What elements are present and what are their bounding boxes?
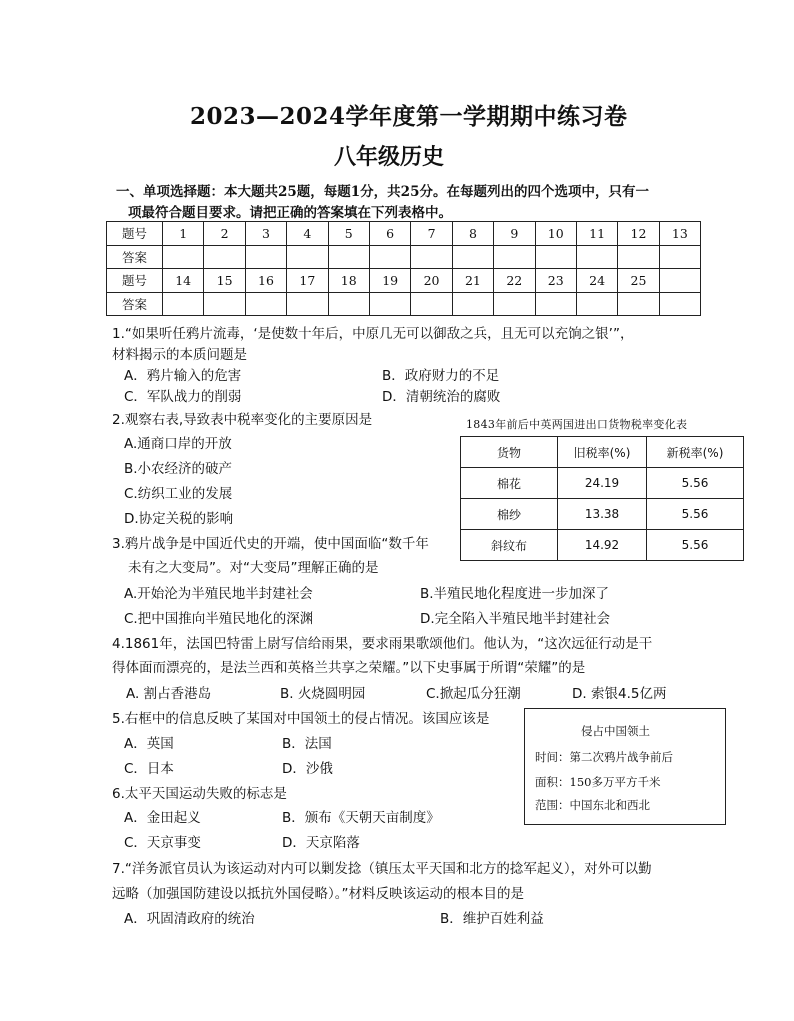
q7-option-a: A．巩固清政府的统治 [124,911,255,927]
question-number-cell: 13 [659,222,700,246]
answer-cell[interactable] [287,245,328,269]
question-number-cell: 2 [204,222,245,246]
tax-new-rate-cell: 5.56 [647,499,744,530]
question-number-cell: 18 [328,269,369,293]
tax-new-rate-cell: 5.56 [647,468,744,499]
q6-option-c: C．天京事变 [124,835,201,851]
q1-stem-line-2: 材料揭示的本质问题是 [112,347,247,363]
q4-stem-line-1: 4.1861年，法国巴特雷上尉写信给雨果，要求雨果歌颂他们。他认为，“这次远征行动是干 [112,636,653,652]
question-number-cell: 6 [369,222,410,246]
question-number-cell: 5 [328,222,369,246]
q7-option-b: B．维护百姓利益 [440,911,544,927]
q3-option-b: B.半殖民地化程度进一步加深了 [420,586,610,602]
answer-cell[interactable] [452,292,493,316]
answer-cell[interactable] [535,245,576,269]
q5-stem: 5.右框中的信息反映了某国对中国领土的侵占情况。该国应该是 [112,711,490,727]
answer-cell[interactable] [576,292,617,316]
question-number-cell: 24 [576,269,617,293]
answer-cell[interactable] [494,245,535,269]
tax-goods-cell: 棉纱 [461,499,558,530]
q1-option-c: C．军队战力的削弱 [124,389,242,405]
tax-table-row [461,499,744,530]
answer-cell[interactable] [369,245,410,269]
q6-stem: 6.太平天国运动失败的标志是 [112,786,287,802]
answer-cell[interactable] [328,292,369,316]
q7-stem-line-2: 远略（加强国防建设以抵抗外国侵略）。”材料反映该运动的根本目的是 [112,886,524,902]
answer-grid-number-row [107,222,701,246]
question-number-cell: 11 [576,222,617,246]
question-number-cell: 25 [618,269,659,293]
answer-cell[interactable] [163,245,204,269]
answer-label: 答案 [107,292,163,316]
tax-old-rate-cell: 14.92 [558,530,647,561]
q3-option-d: D.完全陷入半殖民地半封建社会 [420,611,611,627]
question-number-cell: 12 [618,222,659,246]
answer-cell[interactable] [328,245,369,269]
answer-label: 答案 [107,245,163,269]
info-box-area: 面积：150多万平方千米 [535,775,661,789]
question-number-cell: 23 [535,269,576,293]
tax-header-goods: 货物 [461,437,558,468]
tax-header-new-rate: 新税率(%) [647,437,744,468]
answer-cell[interactable] [245,292,286,316]
q2-option-d: D.协定关税的影响 [124,511,234,527]
q5-option-d: D．沙俄 [282,761,333,777]
q4-option-c: C.掀起瓜分狂潮 [426,686,521,702]
q5-option-c: C．日本 [124,761,174,777]
answer-cell[interactable] [369,292,410,316]
q4-stem-line-2: 得体面而漂亮的，是法兰西和英格兰共享之荣耀。”以下史事属于所谓“荣耀”的是 [112,660,586,676]
question-number-cell: 17 [287,269,328,293]
question-number-cell: 1 [163,222,204,246]
q1-option-b: B．政府财力的不足 [382,368,500,384]
answer-grid-answer-row [107,292,701,316]
q2-option-a: A.通商口岸的开放 [124,436,232,452]
answer-cell[interactable] [411,292,452,316]
q4-option-b: B. 火烧圆明园 [280,686,366,702]
q2-option-b: B.小农经济的破产 [124,461,233,477]
q6-option-a: A．金田起义 [124,810,201,826]
q4-option-a: A. 割占香港岛 [126,686,212,702]
question-number-cell: 19 [369,269,410,293]
info-box-title: 侵占中国领土 [581,724,650,738]
question-number-label: 题号 [107,269,163,293]
answer-cell[interactable] [411,245,452,269]
tax-goods-cell: 斜纹布 [461,530,558,561]
question-number-cell: 8 [452,222,493,246]
tax-old-rate-cell: 13.38 [558,499,647,530]
answer-cell[interactable] [245,245,286,269]
q3-stem-line-1: 3.鸦片战争是中国近代史的开端，使中国面临“数千年 [112,536,429,552]
q6-option-b: B．颁布《天朝天亩制度》 [282,810,440,826]
question-number-cell: 22 [494,269,535,293]
question-number-cell: 16 [245,269,286,293]
tax-goods-cell: 棉花 [461,468,558,499]
answer-cell[interactable] [287,292,328,316]
info-box-scope: 范围：中国东北和西北 [535,798,650,812]
answer-cell[interactable] [535,292,576,316]
q1-option-d: D．清朝统治的腐败 [382,389,501,405]
instructions-line-2: 项最符合题目要求。请把正确的答案填在下列表格中。 [128,205,452,221]
question-number-cell: 20 [411,269,452,293]
tax-table-row [461,530,744,561]
question-number-cell: 4 [287,222,328,246]
tax-old-rate-cell: 24.19 [558,468,647,499]
answer-cell[interactable] [659,245,700,269]
answer-cell[interactable] [163,292,204,316]
q3-stem-line-2: 未有之大变局”。对“大变局”理解正确的是 [128,560,379,576]
answer-cell[interactable] [452,245,493,269]
question-number-cell: 7 [411,222,452,246]
tax-table-row [461,468,744,499]
tax-header-old-rate: 旧税率(%) [558,437,647,468]
question-number-cell [659,269,700,293]
answer-cell[interactable] [576,245,617,269]
q1-stem-line-1: 1.“如果听任鸦片流毒，‘是使数十年后，中原几无可以御敌之兵，且无可以充饷之银’”， [112,326,634,342]
q7-stem-line-1: 7.“洋务派官员认为该运动对内可以剿发捻（镇压太平天国和北方的捻军起义），对外可以勤 [112,861,652,877]
exam-title: 2023—2024学年度第一学期期中练习卷 [190,103,628,130]
answer-cell[interactable] [204,245,245,269]
q2-stem: 2.观察右表,导致表中税率变化的主要原因是 [112,412,373,428]
territory-info-box [524,708,726,825]
answer-grid-number-row [107,269,701,293]
answer-grid [106,221,701,316]
question-number-label: 题号 [107,222,163,246]
instructions-line-1: 一、单项选择题：本大题共25题，每题1分，共25分。在每题列出的四个选项中，只有一 [116,184,649,200]
q3-option-a: A.开始沦为半殖民地半封建社会 [124,586,313,602]
answer-cell[interactable] [494,292,535,316]
q4-option-d: D. 索银4.5亿两 [572,686,667,702]
tax-rate-table [460,436,744,561]
info-box-time: 时间：第二次鸦片战争前后 [535,750,673,764]
question-number-cell: 9 [494,222,535,246]
question-number-cell: 15 [204,269,245,293]
exam-subtitle: 八年级历史 [334,144,445,170]
answer-cell[interactable] [204,292,245,316]
tax-new-rate-cell: 5.56 [647,530,744,561]
answer-cell[interactable] [618,292,659,316]
q5-option-a: A．英国 [124,736,174,752]
q6-option-d: D．天京陷落 [282,835,360,851]
tax-table-caption: 1843年前后中英两国进出口货物税率变化表 [466,418,688,431]
tax-table-header-row [461,437,744,468]
answer-cell[interactable] [659,292,700,316]
q5-option-b: B．法国 [282,736,332,752]
q1-option-a: A．鸦片输入的危害 [124,368,242,384]
question-number-cell: 21 [452,269,493,293]
q2-option-c: C.纺织工业的发展 [124,486,233,502]
answer-cell[interactable] [618,245,659,269]
answer-grid-answer-row [107,245,701,269]
question-number-cell: 14 [163,269,204,293]
question-number-cell: 3 [245,222,286,246]
question-number-cell: 10 [535,222,576,246]
q3-option-c: C.把中国推向半殖民地化的深渊 [124,611,314,627]
